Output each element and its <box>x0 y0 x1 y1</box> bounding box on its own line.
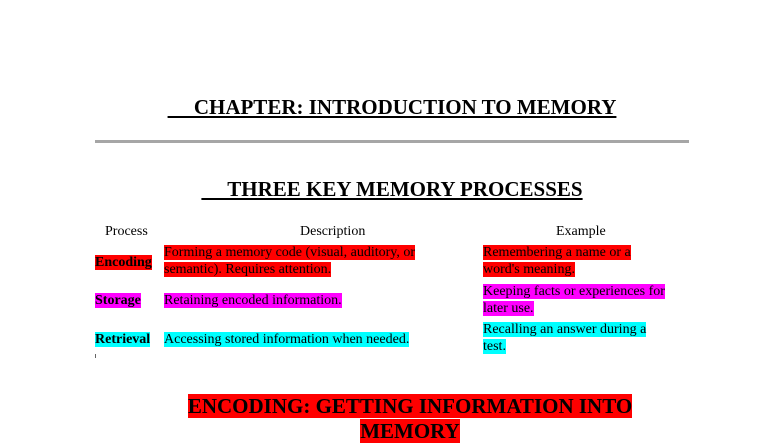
example-retrieval: Recalling an answer during a test. <box>483 322 647 354</box>
section-title: THREE KEY MEMORY PROCESSES <box>201 177 583 201</box>
header-process: Process <box>105 224 148 239</box>
description-retrieval: Accessing stored information when needed. <box>164 332 410 347</box>
horizontal-rule <box>95 140 689 143</box>
example-storage: Keeping facts or experiences for later use. <box>483 284 665 316</box>
header-example: Example <box>556 224 606 239</box>
process-storage: Storage <box>95 293 141 308</box>
encoding-heading <box>158 394 662 444</box>
header-description: Description <box>300 224 366 239</box>
process-encoding: Encoding <box>95 255 152 270</box>
process-retrieval: Retrieval <box>95 332 151 347</box>
description-storage: Retaining encoded information. <box>164 293 342 308</box>
description-encoding: Forming a memory code (visual, auditory, or semantic). Requires attention. <box>164 245 416 277</box>
table-end-mark <box>95 354 96 358</box>
encoding-heading-text: ENCODING: GETTING INFORMATION INTO MEMORY <box>187 394 633 443</box>
example-encoding: Remembering a name or a word's meaning. <box>483 245 631 277</box>
chapter-title: CHAPTER: INTRODUCTION TO MEMORY <box>167 95 617 119</box>
